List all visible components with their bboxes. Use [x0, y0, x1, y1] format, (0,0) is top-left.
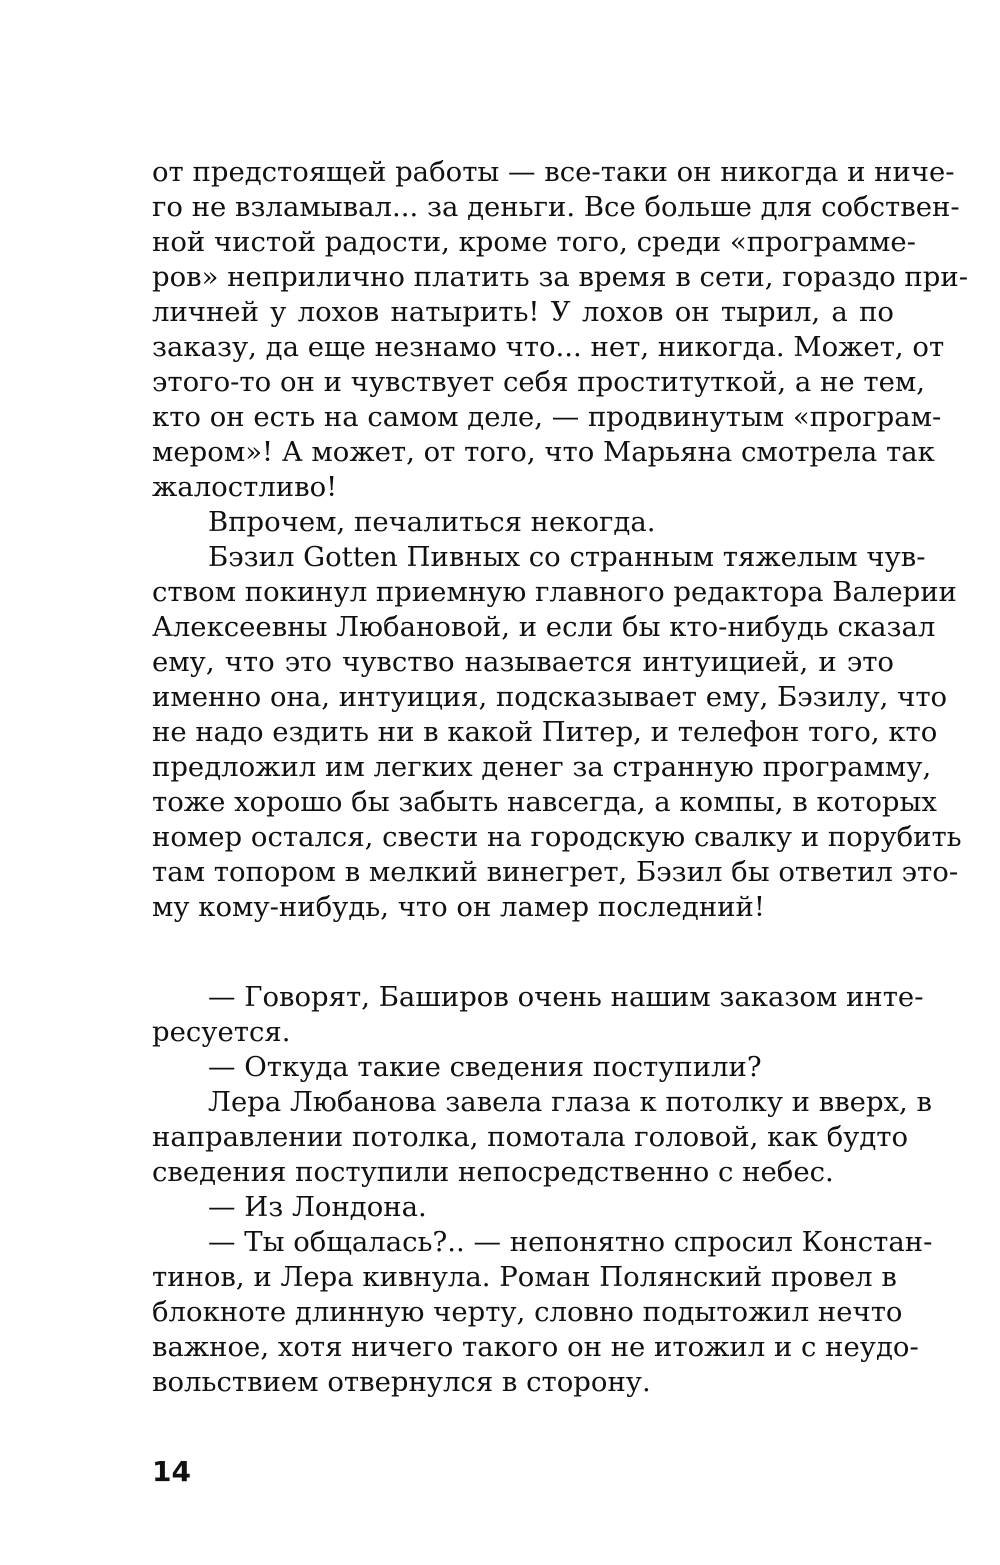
text-line: Лера Любанова завела глаза к потолку и вверх, в	[208, 1086, 933, 1118]
text-line: ством покинул приемную главного редактора Валерии	[152, 576, 957, 608]
text-line: направлении потолка, помотала головой, как будто	[152, 1121, 909, 1153]
text-line: тоже хорошо бы забыть навсегда, а компы, в которых	[152, 786, 937, 818]
text-line: ров» неприлично платить за время в сети, гораздо при-	[152, 261, 968, 293]
text-line: — Ты общалась?.. — непонятно спросил Констан-	[208, 1226, 933, 1258]
text-line: сведения поступили непосредственно с небес.	[152, 1156, 834, 1188]
text-line: ной чистой радости, кроме того, среди «программе-	[152, 226, 916, 258]
text-line: — Откуда такие сведения поступили?	[208, 1051, 762, 1083]
text-line: от предстоящей работы — все-таки он никогда и ниче-	[152, 156, 955, 188]
text-line: — Говорят, Баширов очень нашим заказом инте-	[208, 981, 924, 1013]
text-line: именно она, интуиция, подсказывает ему, Бэзилу, что	[152, 681, 948, 713]
text-line: жалостливо!	[152, 471, 338, 503]
text-line: кто он есть на самом деле, — продвинутым «програм-	[152, 401, 942, 433]
text-line: там топором в мелкий винегрет, Бэзил бы ответил это-	[152, 856, 959, 888]
text-line: го не взламывал... за деньги. Все больше для собствен-	[152, 191, 960, 223]
text-line: личней у лохов натырить! У лохов он тырил, а по	[152, 296, 894, 328]
text-line: этого-то он и чувствует себя проституткой, а не тем,	[152, 366, 926, 398]
text-line: ему, что это чувство называется интуицией, и это	[152, 646, 894, 678]
text-line: Бэзил Gotten Пивных со странным тяжелым чув-	[208, 541, 926, 573]
text-line: важное, хотя ничего такого он не итожил и с неудо-	[152, 1331, 919, 1363]
text-line: тинов, и Лера кивнула. Роман Полянский провел в	[152, 1261, 897, 1293]
page-number: 14	[152, 1455, 191, 1488]
text-line: предложил им легких денег за странную программу,	[152, 751, 932, 783]
text-line: блокноте длинную черту, словно подытожил нечто	[152, 1296, 903, 1328]
text-line: мером»! А может, от того, что Марьяна смотрела так	[152, 436, 935, 468]
text-line: вольствием отвернулся в сторону.	[152, 1366, 651, 1398]
text-line: Впрочем, печалиться некогда.	[208, 506, 656, 538]
text-line: заказу, да еще незнамо что... нет, никогда. Может, от	[152, 331, 945, 363]
text-line: му кому-нибудь, что он ламер последний!	[152, 891, 765, 923]
text-line: номер остался, свести на городскую свалку и порубить	[152, 821, 962, 853]
text-line: Алексеевны Любановой, и если бы кто-нибудь сказал	[152, 611, 936, 643]
text-line: — Из Лондона.	[208, 1191, 427, 1223]
text-line: ресуется.	[152, 1016, 291, 1048]
text-line: не надо ездить ни в какой Питер, и телефон того, кто	[152, 716, 938, 748]
